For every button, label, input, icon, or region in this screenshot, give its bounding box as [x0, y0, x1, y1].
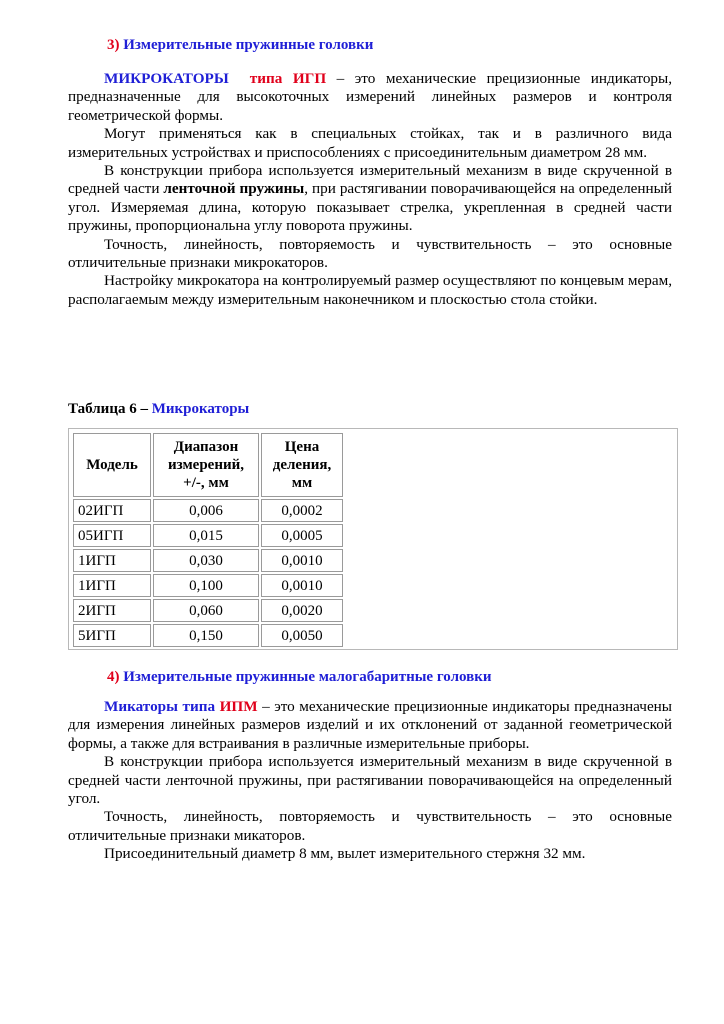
section3-paragraph-3 [68, 162, 672, 236]
cell-division: 0,0010 [261, 549, 343, 572]
section4-heading [107, 668, 492, 686]
microkators-table [71, 431, 345, 649]
table-caption-prefix: Таблица 6 – [68, 401, 152, 417]
term-microkators: МИКРОКАТОРЫ [104, 70, 229, 87]
header-division: Цена деления, мм [261, 433, 343, 497]
type-word-4: типа [182, 698, 216, 715]
table-frame [68, 428, 678, 650]
table-row [73, 624, 343, 647]
section3-paragraph-5: Настройку микрокатора на контролируемый размер осуществляют по концевым мерам, располагаемым между измерительным наконечником и плоскостью стола стойки. [68, 272, 672, 308]
section3-p3-bold: ленточной пружины [163, 180, 305, 198]
term-mikators: Микаторы [104, 698, 178, 715]
cell-range: 0,100 [153, 574, 259, 597]
header-range: Диапазон измерений, +/-, мм [153, 433, 259, 497]
table-row [73, 524, 343, 547]
cell-division: 0,0010 [261, 574, 343, 597]
table-row [73, 574, 343, 597]
section3-heading [107, 36, 373, 54]
table-caption-title: Микрокаторы [151, 401, 250, 417]
table-row [73, 549, 343, 572]
cell-division: 0,0020 [261, 599, 343, 622]
cell-model: 02ИГП [73, 499, 151, 522]
cell-range: 0,060 [153, 599, 259, 622]
cell-range: 0,150 [153, 624, 259, 647]
section3-paragraph-1 [68, 70, 672, 125]
cell-model: 1ИГП [73, 574, 151, 597]
cell-model: 5ИГП [73, 624, 151, 647]
section4-paragraph-1 [68, 698, 672, 753]
section3-paragraph-4: Точность, линейность, повторяемость и чувствительность – это основные отличительные признаки микрокаторов. [68, 235, 672, 272]
cell-range: 0,030 [153, 549, 259, 572]
table-header-row [73, 433, 343, 497]
section4-body [68, 698, 672, 864]
type-code-ipm: ИПМ [219, 698, 258, 715]
cell-range: 0,015 [153, 524, 259, 547]
section4-paragraph-2: В конструкции прибора используется измерительный механизм в виде скрученной в средней части ленточной пружины, при растягивании поворачивающейся на определенный угол. [68, 753, 672, 808]
cell-model: 1ИГП [73, 549, 151, 572]
header-model: Модель [73, 433, 151, 497]
table-caption [68, 400, 249, 418]
cell-division: 0,0002 [261, 499, 343, 522]
cell-division: 0,0005 [261, 524, 343, 547]
section3-paragraph-2: Могут применяться как в специальных стойках, так и в различного вида измерительных устройствах и приспособлениях с присоединительным диаметром 28 мм. [68, 125, 672, 161]
type-word: типа [249, 70, 283, 87]
section3-p3-after: , при растягивании поворачивающейся на определенный угол. Измеряемая длина, которую показывает стрелка, укрепленная в средней части пружины, пропорциональна углу поворота пружины. [68, 180, 672, 235]
section3-p3-before: В конструкции прибора используется измерительный механизм в виде скрученной в средней части [68, 162, 672, 198]
section4-paragraph-3: Точность, линейность, повторяемость и чувствительность – это основные отличительные признаки микаторов. [68, 808, 672, 844]
section3-title: Измерительные пружинные головки [123, 37, 374, 53]
section3-body [68, 70, 672, 309]
table-row [73, 599, 343, 622]
cell-range: 0,006 [153, 499, 259, 522]
cell-model: 2ИГП [73, 599, 151, 622]
section4-p1-text: – это механические прецизионные индикаторы предназначены для измерения линейных размеров изделий и их отклонений от заданной геометрической формы, а также для встраивания в различные измерительные приборы. [68, 698, 673, 752]
table-row [73, 499, 343, 522]
section4-number: 4) [107, 669, 120, 685]
cell-model: 05ИГП [73, 524, 151, 547]
section4-title: Измерительные пружинные малогабаритные головки [123, 669, 492, 685]
section3-p1-text: – это механические прецизионные индикаторы, предназначенные для высокоточных измерений линейных размеров и контроля геометрической формы. [68, 70, 673, 124]
cell-division: 0,0050 [261, 624, 343, 647]
section4-paragraph-4: Присоединительный диаметр 8 мм, вылет измерительного стержня 32 мм. [104, 845, 586, 863]
type-code-igp: ИГП [292, 70, 327, 87]
section3-number: 3) [107, 37, 120, 53]
